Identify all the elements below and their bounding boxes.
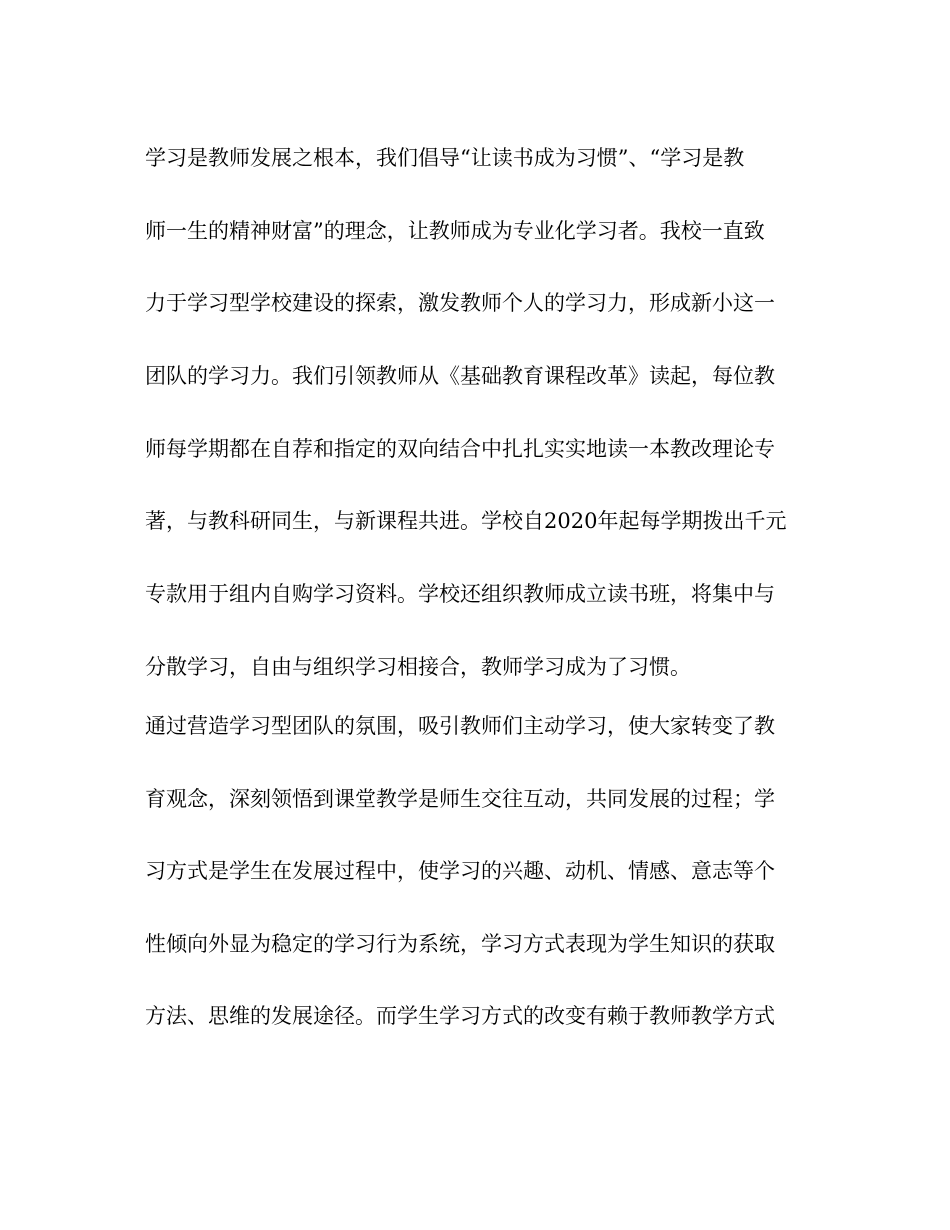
paragraph-learning-team [145, 714, 810, 1077]
text-line: 力于学习型学校建设的探索，激发教师个人的学习力，形成新小这一 [145, 291, 775, 316]
text-line: 方法、思维的发展途径。而学生学习方式的改变有赖于教师教学方式 [145, 1004, 775, 1029]
text-line: 师每学期都在自荐和指定的双向结合中扎扎实实地读一本教改理论专 [145, 436, 775, 461]
text-line: 分散学习，自由与组织学习相接合，教师学习成为了习惯。 [145, 654, 691, 679]
text-line: 通过营造学习型团队的氛围，吸引教师们主动学习，使大家转变了教 [145, 714, 775, 738]
paragraph-learning-habits [145, 146, 810, 728]
text-line: 性倾向外显为稳定的学习行为系统，学习方式表现为学生知识的获取 [145, 931, 775, 956]
text-line: 学习是教师发展之根本，我们倡导“让读书成为习惯”、“学习是教 [145, 146, 745, 170]
text-line: 师一生的精神财富”的理念，让教师成为专业化学习者。我校一直致 [145, 218, 765, 243]
text-line: 育观念，深刻领悟到课堂教学是师生交往互动，共同发展的过程；学 [145, 786, 775, 811]
text-line: 著，与教科研同生，与新课程共进。学校自2020年起每学期拨出千元 [145, 509, 787, 534]
text-line: 习方式是学生在发展过程中，使学习的兴趣、动机、情感、意志等个 [145, 859, 775, 884]
text-line: 专款用于组内自购学习资料。学校还组织教师成立读书班，将集中与 [145, 582, 775, 607]
text-line: 团队的学习力。我们引领教师从《基础教育课程改革》读起，每位教 [145, 364, 775, 389]
